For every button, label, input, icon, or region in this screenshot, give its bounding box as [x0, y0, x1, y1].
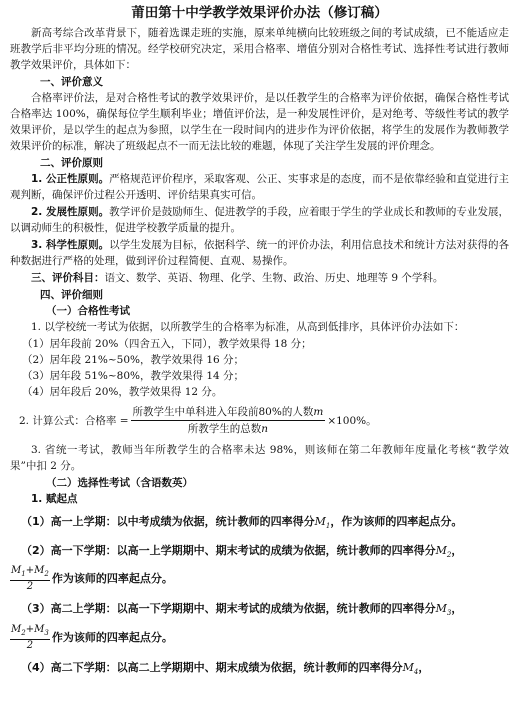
subsection-heading-selective-exam: （二）选择性考试（含语数英）	[46, 477, 193, 489]
formula-fraction	[131, 405, 326, 436]
starting-point-average-2: $\frac{M_1+M_2}{2}$ 作为该师的四率起点分。	[11, 565, 173, 593]
subjects-line	[10, 270, 509, 286]
principle-text: 以学生发展为目标，依据科学、统一的评价办法，利用信息技术和统计方法对获得的各种数据进行严格的处理，做到评价过程简便、直观、易操作。	[10, 239, 510, 267]
starting-point-item-3: （3）高二上学期：以高一下学期期中、期末考试的成绩为依据，统计教师的四率得分$M_3$，	[21, 602, 463, 618]
starting-point-average-3: $\frac{M_2+M_3}{2}$ 作为该师的四率起点分。	[11, 623, 173, 651]
principle-lead: 3. 科学性原则。	[31, 239, 110, 251]
principle-text: 教学评价是鼓励师生、促进教学的手段，应着眼于学生的学业成长和教师的专业发展，以调动师生的积极性，促进学校教学质量的提升。	[10, 206, 510, 234]
starting-point-heading: 1. 赋起点	[31, 493, 78, 505]
list-item: （3）居年段 51%~80%，教学效果得 14 分；	[22, 370, 245, 382]
average-fraction: $\frac{M_1+M_2}{2}$	[11, 565, 49, 593]
principle-science	[10, 237, 509, 269]
intro-paragraph: 新高考综合改革背景下，随着选课走班的实施，原来单纯横向比较班级之间的考试成绩，已不能适应走班教学后非平均分班的情况。经学校研究决定，采用合格率、增值分别对合格性考试、选择性考试进行教师教学效果评价，具体如下：	[10, 27, 509, 71]
starting-point-item-2: （2）高一下学期：以高一上学期期中、期末考试的成绩为依据，统计教师的四率得分$M_2$，	[21, 544, 463, 560]
formula-suffix: ×100%。	[327, 414, 377, 427]
subjects-lead: 三、评价科目：	[31, 272, 105, 284]
significance-paragraph: 合格率评价法，是对合格性考试的教学效果评价，是以任教学生的合格率为评价依据，确保合格性考试合格率达 100%，确保每位学生顺利毕业；增值评价法，是一种发展性评价，是对绝考、等级性考试的教学效果评价，是以学生的起点为参照，以学生在一段时间内的进步作为评价依据，将学生的发展作为教师教学效果评价的标准，解决了班级起点不一而无法比较的难题，体现了关注学生发展的评价理念。	[10, 92, 509, 152]
province-exam-paragraph: 3. 省统一考试，教师当年所教学生的合格率未达 98%，则该师在第二年教师年度量化考核“教学效果”中扣 2 分。	[10, 444, 509, 472]
starting-point-item-1: （1）高一上学期：以中考成绩为依据，统计教师的四率得分$M_1$，作为该师的四率起点分。	[21, 515, 463, 531]
principle-lead: 2. 发展性原则。	[31, 206, 110, 218]
subsection-heading-pass-exam: （一）合格性考试	[46, 305, 130, 317]
principle-lead: 1. 公正性原则。	[31, 173, 110, 185]
starting-point-item-4: （4）高二下学期：以高二上学期期中、期末成绩为依据，统计教师的四率得分$M_4$，	[21, 660, 430, 676]
average-fraction: $\frac{M_2+M_3}{2}$	[11, 623, 49, 651]
subjects-text: 语文、数学、英语、物理、化学、生物、政治、历史、地理等 9 个学科。	[104, 272, 444, 284]
list-item: （1）居年段前 20%（四舍五入，下同），教学效果得 18 分；	[22, 338, 312, 350]
principle-development	[10, 204, 509, 236]
formula-denominator: 所教学生的总数n	[187, 422, 269, 435]
pass-rate-formula	[10, 402, 509, 438]
section-heading-significance: 一、评价意义	[40, 76, 103, 88]
section-heading-principles: 二、评价原则	[40, 157, 103, 169]
formula-prefix: 2. 计算公式：合格率 =	[19, 414, 129, 427]
formula-numerator: 所教学生中单科进入年段前80%的人数m	[131, 405, 326, 421]
principle-text: 严格规范评价程序，采取客观、公正、实事求是的态度，而不是依靠经验和直觉进行主观判断，确保评价过程公开透明、评价结果真实可信。	[10, 173, 510, 201]
list-item: （4）居年段后 20%，教学效果得 12 分。	[22, 386, 223, 398]
list-item: （2）居年段 21%~50%，教学效果得 16 分；	[22, 354, 245, 366]
section-heading-details: 四、评价细则	[40, 289, 103, 301]
document-title: 莆田第十中学教学效果评价办法（修订稿）	[131, 5, 388, 21]
principle-fairness	[10, 171, 509, 203]
pass-exam-paragraph: 1. 以学校统一考试为依据，以所教学生的合格率为标准，从高到低排序，具体评价办法如下：	[31, 321, 465, 333]
